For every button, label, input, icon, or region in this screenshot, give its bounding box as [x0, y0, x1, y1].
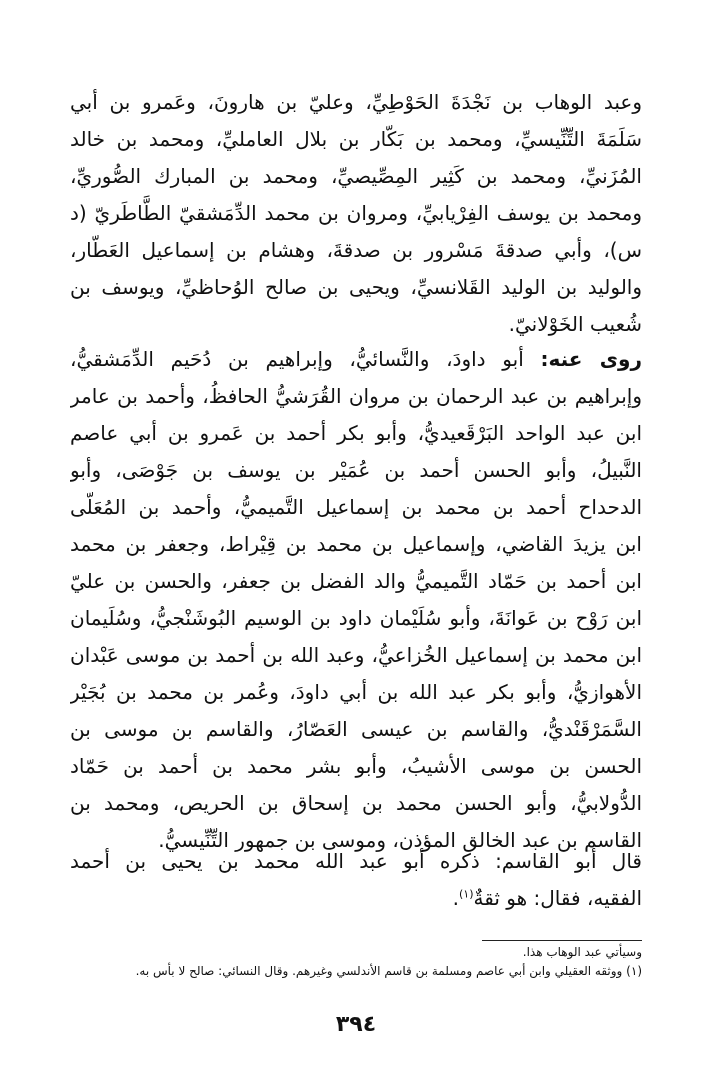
text-line: ابن محمد بن إسماعيل الخُزاعيُّ، وعبد الله بن أحمد بن موسى عَبْدان — [70, 643, 642, 667]
text-line: والوليد بن الوليد القَلانسيِّ، ويحيى بن صالح الوُحاظيِّ، ويوسف بن — [70, 275, 642, 299]
text-line — [70, 880, 642, 917]
text-line — [70, 341, 642, 378]
text-line: ابن يزيدَ القاضي، وإسماعيل بن محمد بن قِيْراط، وجعفر بن محمد — [70, 532, 642, 556]
text-line: الأهوازيُّ، وأبو بكر عبد الله بن أبي داودَ، وعُمر بن محمد بن بُجَيْر — [70, 680, 642, 704]
text-line: ابن أحمد بن حَمّاد التَّميميُّ والد الفضل بن جعفر، والحسن بن عليّ — [70, 569, 642, 593]
text-line: الدُّولابيُّ، وأبو الحسن محمد بن إسحاق بن الحريص، ومحمد بن — [70, 791, 642, 815]
text-line: سَلَمَةَ التِّنِّيسيِّ، ومحمد بن بَكّار بن بلال العامليِّ، ومحمد بن خالد — [70, 127, 642, 151]
verdict-text: الفقيه، فقال: هو ثقةٌ — [473, 886, 642, 910]
text-line: القاسم بن عبد الخالق المؤذن، وموسى بن جمهور التِّنِّيسيُّ. — [158, 828, 642, 852]
text-line: ابن رَوْح بن عَوانَةَ، وأبو سُلَيْمان داود بن الوسيم البُوشَنْجيُّ، وسُلَيمان — [70, 606, 642, 630]
text-line: النَّبيلُ، وأبو الحسن أحمد بن عُمَيْر بن يوسف بن جَوْصَى، وأبو — [70, 458, 642, 482]
paragraph-verdict — [70, 843, 642, 917]
paragraph-narrators-from — [70, 84, 642, 343]
footnote-line: وسيأتي عبد الوهاب هذا. — [522, 945, 642, 959]
footnote-line: (١) ووثقه العقيلي وابن أبي عاصم ومسلمة بن قاسم الأندلسي وغيرهم. وقال النسائي: صالح لا بأس به. — [135, 964, 642, 978]
footnote-divider — [482, 940, 642, 941]
text-line: السَّمَرْقَنْديُّ، والقاسم بن عيسى العَصّارُ، والقاسم بن موسى بن — [70, 717, 642, 741]
text-line: الحسن بن موسى الأشيبُ، وأبو بشر محمد بن أحمد بن حَمّاد — [70, 754, 642, 778]
text-line: س)، وأبي صدقةَ مَسْرور بن صدقةَ، وهشام بن إسماعيل العَطّار، — [70, 238, 642, 262]
verdict-end: . — [452, 886, 459, 910]
text-line: الدحداح أحمد بن محمد بن إسماعيل التَّميميُّ، وأحمد بن المُعَلّى — [70, 495, 642, 519]
text-line: شُعيب الخَوْلانيّ. — [508, 312, 642, 336]
footnote-marker: (١) — [458, 887, 474, 901]
text-line: وعبد الوهاب بن نَجْدَةَ الحَوْطِيِّ، وعليّ بن هارونَ، وعَمرو بن أبي — [70, 90, 642, 114]
text-line: المُزَنيِّ، ومحمد بن كَثِير المِصِّيصيِّ، ومحمد بن المبارك الصُّوريِّ، — [70, 164, 642, 188]
text-line: ومحمد بن يوسف الفِرْيابيِّ، ومروان بن محمد الدِّمَشقيّ الطَّاطَريّ (د — [70, 201, 642, 225]
page-number: ٣٩٤ — [335, 1012, 377, 1037]
text-line: ابن عبد الواحد البَرْقَعيديُّ، وأبو بكر أحمد بن عَمرو بن أبي عاصم — [70, 421, 642, 445]
text-line-rest: أبو داودَ، والنَّسائيُّ، وإبراهيم بن دُحَيم الدِّمَشقيُّ، — [70, 347, 541, 371]
text-line: قال أبو القاسم: ذكره أبو عبد الله محمد بن يحيى بن أحمد — [70, 849, 642, 873]
section-lead: روى عنه: — [540, 347, 642, 371]
text-line: وإبراهيم بن عبد الرحمان بن مروان القُرَشيُّ الحافظُ، وأحمد بن عامر — [70, 384, 642, 408]
paragraph-narrated-by — [70, 341, 642, 859]
